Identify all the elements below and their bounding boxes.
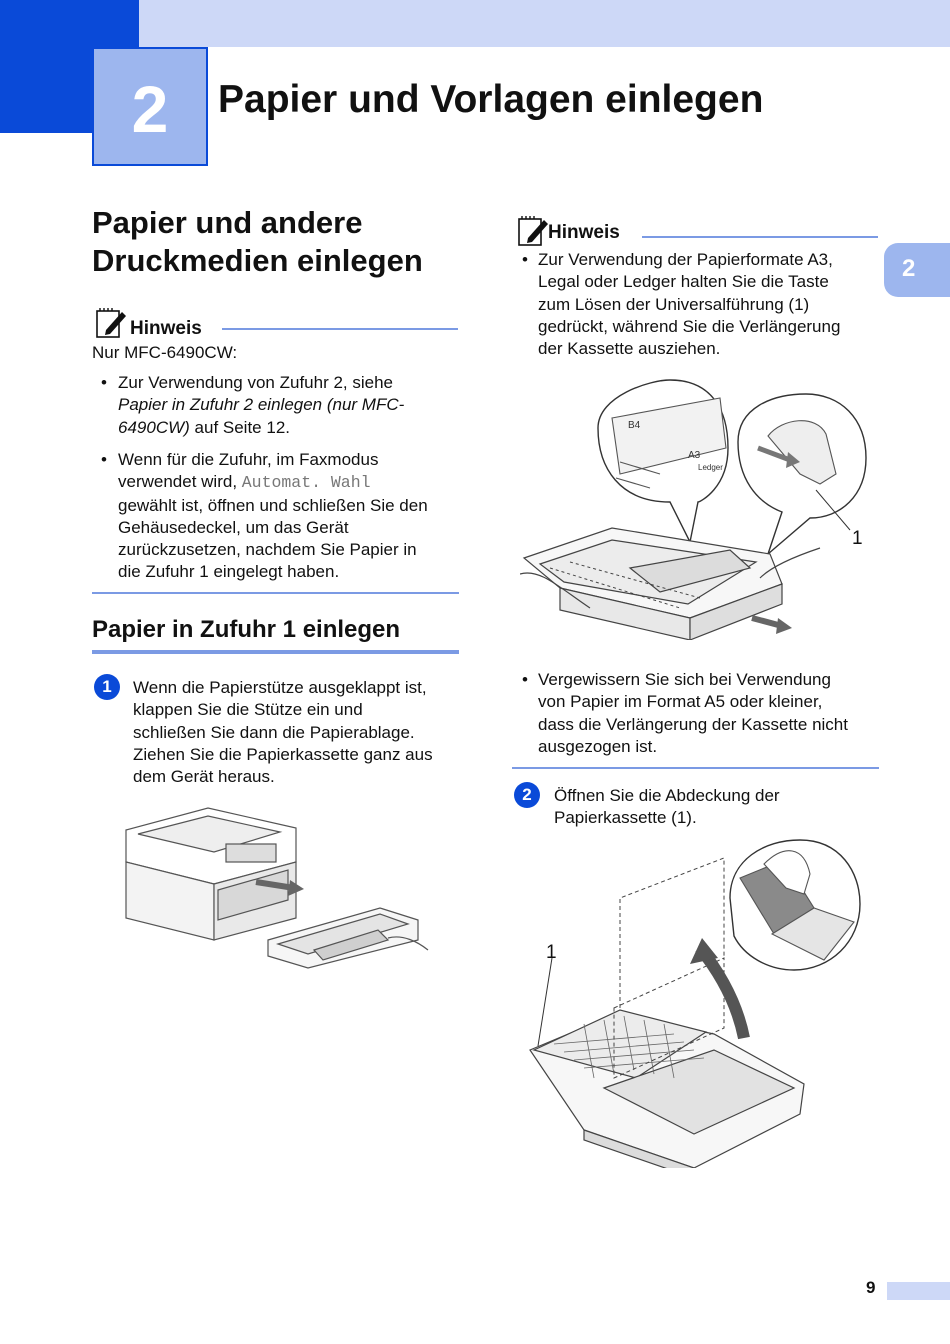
subsection-rule bbox=[92, 650, 459, 654]
note-pencil-icon bbox=[94, 306, 128, 340]
tray-extension-illustration bbox=[520, 378, 870, 640]
bullet-marker: • bbox=[101, 450, 107, 469]
note-end-rule-right bbox=[512, 767, 879, 769]
cross-reference-link[interactable]: 6490CW) bbox=[118, 417, 190, 437]
footer-bar bbox=[887, 1282, 950, 1300]
note-label: Hinweis bbox=[548, 222, 620, 243]
callout-number: 1 bbox=[546, 942, 557, 963]
note-label: Hinweis bbox=[130, 318, 202, 339]
section-title: Papier und andere Druckmedien einlegen bbox=[92, 205, 423, 278]
chapter-number: 2 bbox=[131, 72, 169, 146]
bullet-marker: • bbox=[101, 373, 107, 392]
page-number: 9 bbox=[866, 1278, 876, 1297]
tray-label-b4: B4 bbox=[628, 420, 641, 431]
step-2-text: Öffnen Sie die Abdeckung der Papierkassette (1). bbox=[554, 786, 780, 828]
note-pencil-icon bbox=[516, 214, 550, 248]
mode-value: Automat. Wahl bbox=[241, 473, 371, 493]
chapter-side-tab[interactable] bbox=[884, 243, 950, 297]
note-header-left bbox=[94, 306, 214, 342]
callout-number: 1 bbox=[852, 528, 863, 549]
bullet-marker: • bbox=[522, 670, 528, 689]
note-bullet-1: Zur Verwendung von Zufuhr 2, siehe Papier in Zufuhr 2 einlegen (nur MFC- 6490CW) auf Seite 12. bbox=[118, 373, 405, 437]
note-rule-left bbox=[222, 328, 458, 330]
note-right-bullet-2: Vergewissern Sie sich bei Verwendung von Papier im Format A5 oder kleiner, dass die Verlängerung der Kassette nicht ausgezogen ist. bbox=[538, 670, 848, 756]
step-1-text: Wenn die Papierstütze ausgeklappt ist, klappen Sie die Stütze ein und schließen Sie dann die Papierablage. Ziehen Sie die Papierkassette ganz aus dem Gerät heraus. bbox=[133, 678, 433, 787]
tray-cover-illustration bbox=[524, 838, 864, 1168]
tray-label-a3: A3 bbox=[688, 450, 701, 461]
chapter-title: Papier und Vorlagen einlegen bbox=[218, 78, 764, 121]
note-right-bullet-1: Zur Verwendung der Papierformate A3, Legal oder Ledger halten Sie die Taste zum Lösen der Universalführung (1) gedrückt, während Sie die Verlängerung der Kassette ausziehen. bbox=[538, 250, 841, 359]
subsection-title: Papier in Zufuhr 1 einlegen bbox=[92, 616, 401, 643]
tray-label-ledger: Ledger bbox=[698, 463, 723, 472]
note-bullet-2: Wenn für die Zufuhr, im Faxmodus verwendet wird, Automat. Wahl gewählt ist, öffnen und schließen Sie den Gehäusedeckel, um das Gerät zurückzusetzen, nachdem Sie Papier in die Zufuhr 1 eingelegt haben. bbox=[118, 450, 428, 582]
note-intro: Nur MFC-6490CW: bbox=[92, 343, 238, 362]
printer-tray-illustration bbox=[118, 800, 430, 970]
note-end-rule-left bbox=[92, 592, 459, 594]
side-tab-label: 2 bbox=[902, 255, 916, 282]
bullet-marker: • bbox=[522, 250, 528, 269]
step-badge-2: 2 bbox=[514, 782, 540, 808]
chapter-number-box bbox=[92, 47, 208, 166]
header-band bbox=[139, 0, 950, 47]
note-header-right bbox=[516, 214, 636, 250]
note-rule-right bbox=[642, 236, 878, 238]
step-badge-1: 1 bbox=[94, 674, 120, 700]
